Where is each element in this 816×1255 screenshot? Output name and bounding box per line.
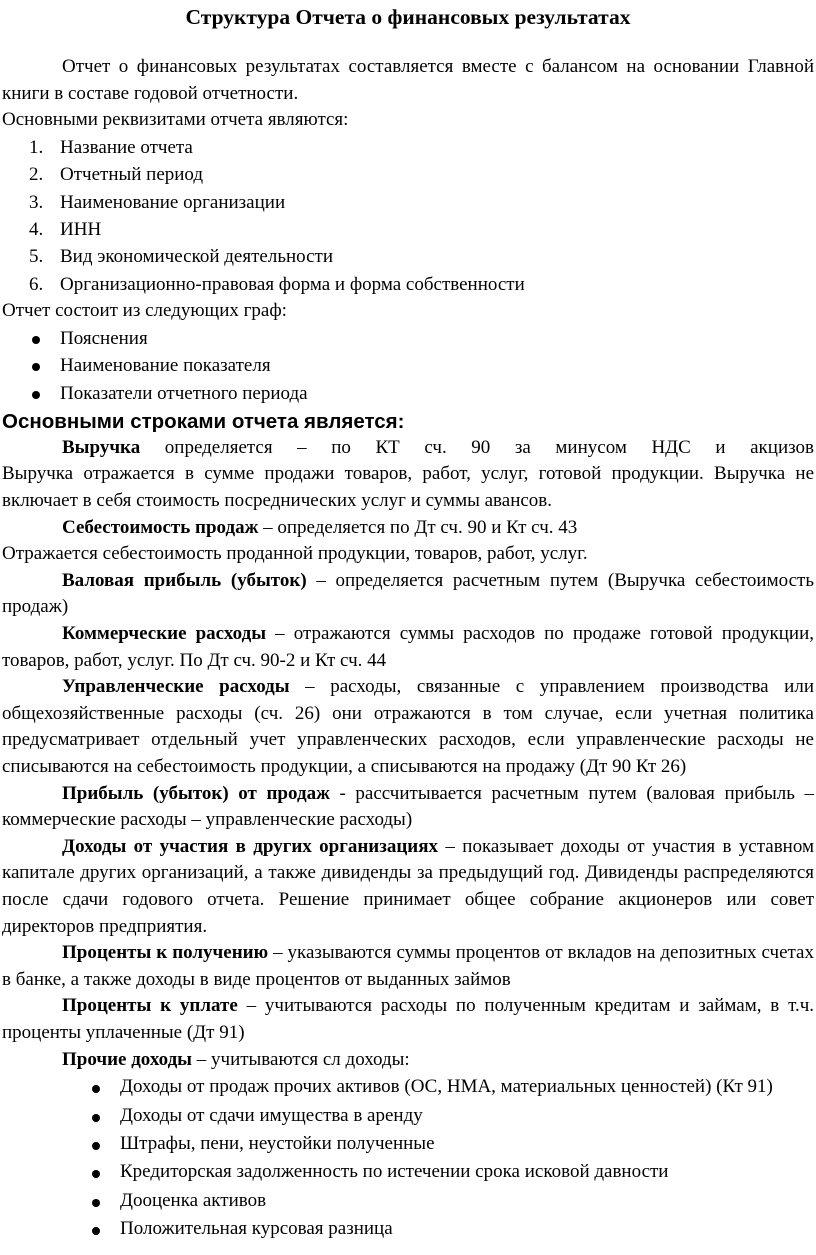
other-income-list [2, 1073, 814, 1243]
intro-paragraph: Отчет о финансовых результатах составляется вместе с балансом на основании Главной книги в составе годовой отчетности. [2, 56, 814, 104]
line-commercial: Коммерческие расходы – отражаются суммы расходов по продаже готовой продукции, товаров, работ, услуг. По Дт сч. 90-2 и Кт сч. 44 [2, 623, 815, 671]
bullet-icon [32, 391, 40, 399]
line-interest-receivable: Проценты к получению – указываются суммы процентов от вкладов на депозитных счетах в банке, а также доходы в виде процентов от выданных займов [2, 942, 814, 990]
bullet-icon [32, 363, 40, 371]
list-item: Кредиторская задолженность по истечении срока исковой давности [2, 1158, 814, 1186]
bullet-icon [32, 336, 40, 344]
requisites-list [2, 134, 814, 298]
list-item: 2. Отчетный период [29, 164, 204, 186]
list-item: Штрафы, пени, неустойки полученные [2, 1130, 814, 1158]
list-item: Дооценка активов [2, 1187, 814, 1215]
section-heading: Основными строками отчета является: [2, 409, 405, 433]
list-item: 1. Название отчета [29, 136, 193, 158]
line-revenue: Выручка определяется – по КТ сч. 90 за минусом НДС и акцизов [62, 436, 814, 458]
line-participation: Доходы от участия в других организациях – показывает доходы от участия в уставном капитале других организаций, а также дивиденды за предыдущий год. Дивиденды распределяются после сдачи годового отчета. Решение принимает общее собрание акционеров или совет директоров предприятия. [2, 835, 815, 937]
list-item: Доходы от сдачи имущества в аренду [2, 1102, 814, 1130]
list-item: 6. Организационно-правовая форма и форма собственности [29, 273, 525, 295]
term: Себестоимость продаж [62, 516, 259, 538]
requisites-lead: Основными реквизитами отчета являются: [2, 109, 349, 131]
line-sales-profit: Прибыль (убыток) от продаж - рассчитывается расчетным путем (валовая прибыль – коммерческие расходы – управленческие расходы) [2, 782, 815, 831]
bullet-icon [92, 1199, 100, 1207]
list-item: 4. ИНН [29, 218, 102, 240]
list-item: Показатели отчетного периода [2, 380, 814, 407]
list-item: Пояснения [2, 325, 814, 352]
list-item: Положительная курсовая разница [2, 1215, 814, 1243]
columns-list [2, 325, 814, 407]
line-gross-profit: Валовая прибыль (убыток) – определяется расчетным путем (Выручка себестоимость продаж) [2, 569, 814, 618]
term: Проценты к получению [62, 942, 269, 964]
bullet-icon [92, 1170, 100, 1178]
term: Доходы от участия в других организациях [62, 835, 439, 857]
term: Выручка [62, 436, 141, 458]
bullet-icon [92, 1227, 100, 1235]
term: Прибыль (убыток) от продаж [62, 782, 330, 804]
list-item: Доходы от продаж прочих активов (ОС, НМА, материальных ценностей) (Кт 91) [2, 1073, 814, 1101]
line-cost: Себестоимость продаж – определяется по Дт сч. 90 и Кт сч. 43 [62, 516, 578, 538]
document-title: Структура Отчета о финансовых результатах [185, 5, 631, 29]
line-cost-desc: Отражается себестоимость проданной продукции, товаров, работ, услуг. [2, 543, 588, 565]
term: Проценты к уплате [62, 995, 238, 1017]
term: Прочие доходы [62, 1048, 193, 1070]
line-interest-payable: Проценты к уплате – учитываются расходы по полученным кредитам и займам, в т.ч. проценты уплаченные (Дт 91) [2, 995, 814, 1043]
bullet-icon [92, 1114, 100, 1122]
list-item: 3. Наименование организации [29, 191, 286, 213]
bullet-icon [92, 1142, 100, 1150]
line-management: Управленческие расходы – расходы, связанные с управлением производства или общехозяйственные расходы (сч. 26) они отражаются в том случае, если учетная политика предусматривает отдельный учет управленческих расходов, если управленческие расходы не списываются на себестоимость продукции, а списываются на продажу (Дт 90 Кт 26) [2, 676, 814, 778]
term: Коммерческие расходы [62, 623, 267, 645]
bullet-icon [92, 1085, 100, 1093]
list-item: Наименование показателя [2, 352, 814, 379]
list-item: 5. Вид экономической деятельности [29, 246, 334, 268]
line-revenue-desc: Выручка отражается в сумме продажи товаров, работ, услуг, готовой продукции. Выручка не включает в себя стоимость посреднических услуг и суммы авансов. [2, 463, 814, 512]
term: Управленческие расходы [62, 676, 290, 698]
term: Валовая прибыль (убыток) [62, 569, 307, 591]
columns-lead: Отчет состоит из следующих граф: [2, 300, 287, 322]
line-other-income: Прочие доходы – учитываются сл доходы: [62, 1048, 410, 1070]
